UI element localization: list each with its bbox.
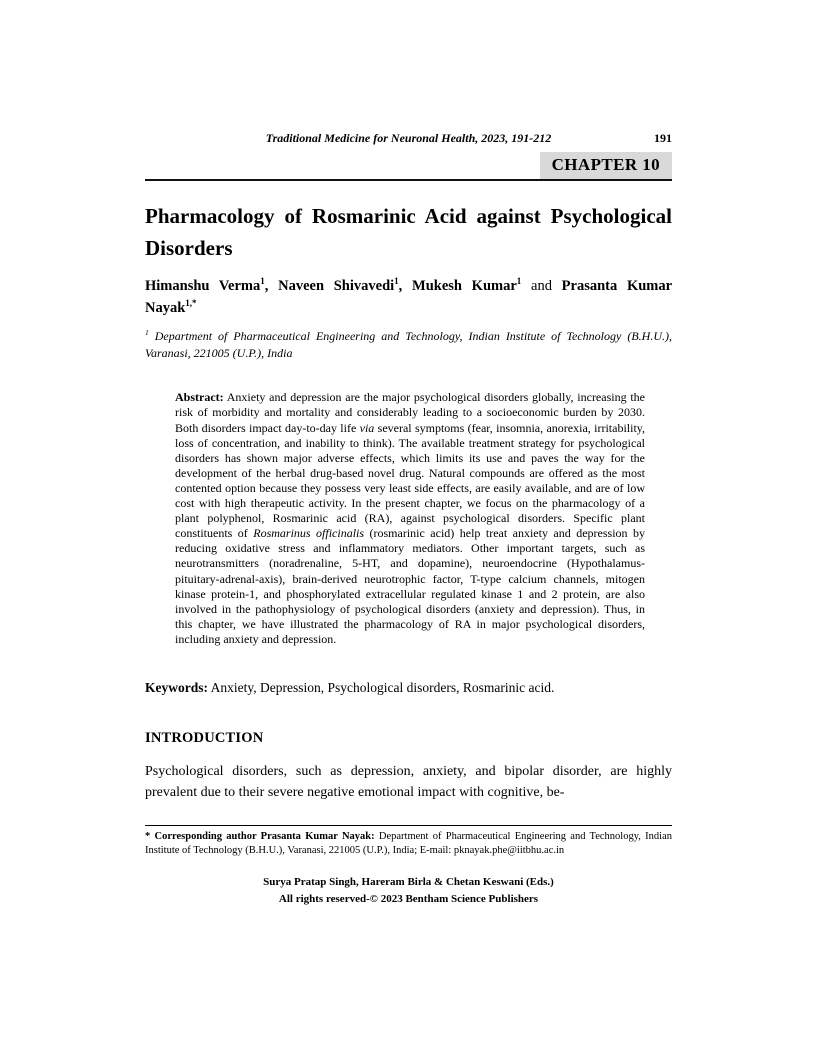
book-title: Traditional Medicine for Neuronal Health: [265, 131, 476, 145]
abstract-block: [175, 390, 645, 647]
corresponding-author-footnote: [145, 825, 672, 858]
affiliation-text: Department of Pharmaceutical Engineering and Technology, Indian Institute of Technology (B.H.U.), Varanasi, 221005 (U.P.), India: [145, 328, 672, 360]
author-1-affiliation-sup: 1: [260, 276, 265, 287]
author-conjunction: and: [521, 278, 562, 294]
footnote-text: Department of Pharmaceutical Engineering and Technology, Indian Institute of Technology (B.H.U.), Varanasi, 221005 (U.P.), India; E-mail:: [145, 831, 673, 857]
author-name-4: Prasanta Kumar Nayak: [145, 278, 673, 316]
chapter-badge: CHAPTER 10: [540, 152, 672, 179]
editors-line: Surya Pratap Singh, Hareram Birla & Chetan Keswani (Eds.): [263, 876, 554, 889]
book-footer: [145, 874, 672, 907]
chapter-band: [145, 152, 672, 181]
affiliation-line: [145, 328, 672, 363]
corresponding-author-label: Corresponding author Prasanta Kumar Nayak:: [150, 831, 375, 843]
copyright-line: All rights reserved-© 2023 Bentham Science Publishers: [278, 892, 539, 905]
keywords-label: Keywords:: [145, 680, 208, 696]
abstract-text-1: Anxiety and depression are the major psychological disorders globally, increasing the risk of morbidity and mortality and considerably leading to a socioeconomic burden by 2030. Both disorders impact day-to-day life: [175, 390, 645, 435]
affiliation-sup: 1: [145, 327, 149, 337]
author-separator-1: ,: [264, 278, 279, 294]
section-heading-introduction: INTRODUCTION: [145, 730, 264, 747]
abstract-label: Abstract:: [175, 390, 224, 405]
page-content: [145, 130, 672, 907]
email-address: pknayak.phe@iitbhu.ac.in: [453, 845, 565, 857]
abstract-italic-via: via: [359, 420, 375, 435]
chapter-title: Pharmacology of Rosmarinic Acid against Psychological Disorders: [145, 204, 672, 260]
keywords-line: [145, 679, 672, 698]
running-head: [145, 130, 672, 146]
author-4-affiliation-sup: 1,*: [185, 297, 197, 308]
author-name-1: Himanshu Verma: [145, 278, 261, 294]
footnote-marker: *: [145, 831, 151, 843]
introduction-paragraph: Psychological disorders, such as depression, anxiety, and bipolar disorder, are highly prevalent due to their severe negative emotional impact with cognitive, be-: [145, 764, 672, 801]
abstract-italic-species: Rosmarinus officinalis: [253, 526, 365, 541]
author-separator-2: ,: [398, 278, 413, 294]
abstract-text-2: several symptoms (fear, insomnia, anorexia, irritability, loss of concentration, and inability to think). The available treatment strategy for psychological disorders has shown major adverse effects, which limits its use and paves the way for the development of the herbal drug-based novel drug. Natural compounds are offered as the most contented option because they possess very least side effects, are easily available, and are of low cost with high therapeutic activity. In the present chapter, we focus on the pharmacology of a plant polyphenol, Rosmarinic acid (RA), against psychological disorders. Specific plant constituents of: [175, 420, 645, 541]
abstract-text-3: (rosmarinic acid) help treat anxiety and depression by reducing oxidative stress and inflammatory mediators. Other important targets, such as neurotransmitters (noradrenaline, 5-HT, and dopamine), neuroendocrine (Hypothalamus-pituitary-adrenal-axis), brain-derived neurotrophic factor, T-type calcium channels, mitogen kinase protein-1, and phosphorylated extracellular regulated kinase 1 and 2 protein, are also involved in the pathophysiology of psychological disorders (anxiety and depression). Thus, in this chapter, we have illustrated the pharmacology of RA in major psychological disorders, including anxiety and depression.: [175, 526, 645, 647]
author-name-2: Naveen Shivavedi: [278, 278, 395, 294]
author-2-affiliation-sup: 1: [394, 276, 399, 287]
page-number: 191: [654, 131, 672, 145]
book-meta: , 2023, 191-212: [475, 131, 552, 145]
author-name-3: Mukesh Kumar: [412, 278, 517, 294]
keywords-text: Anxiety, Depression, Psychological disorders, Rosmarinic acid.: [208, 680, 555, 696]
author-3-affiliation-sup: 1: [516, 276, 522, 287]
authors-line: [145, 276, 672, 320]
